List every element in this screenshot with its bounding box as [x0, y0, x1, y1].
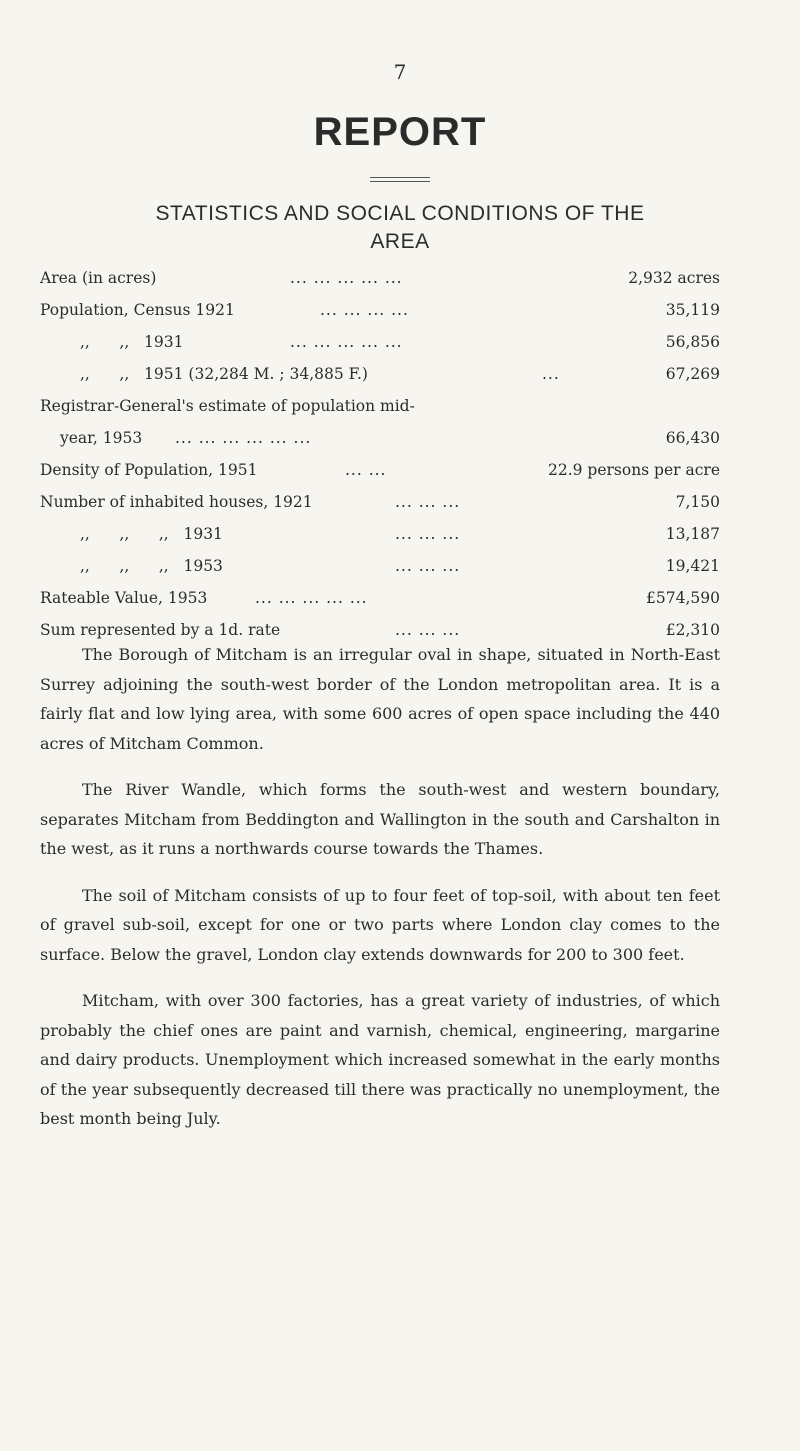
- stat-label: Area (in acres): [40, 269, 157, 287]
- stat-value: 2,932 acres: [628, 269, 720, 287]
- leader-dots: ... ... ...: [395, 525, 461, 543]
- leader-dots: ... ... ... ... ...: [290, 333, 403, 351]
- stat-row-population-1931: [40, 326, 720, 358]
- stat-row-houses-1921: [40, 486, 720, 518]
- page-number: 7: [393, 60, 407, 84]
- stat-row-houses-1953: [40, 550, 720, 582]
- report-body: [40, 640, 720, 1151]
- leader-dots: ... ... ...: [395, 621, 461, 639]
- statistics-table: [40, 262, 720, 646]
- stat-label: Registrar-General's estimate of population mid-: [40, 397, 415, 415]
- stat-row-population-1921: [40, 294, 720, 326]
- stat-value: 22.9 persons per acre: [547, 461, 720, 479]
- stat-row-density: [40, 454, 720, 486]
- stat-label: ,, ,, ,, 1931: [80, 525, 223, 543]
- leader-dots: ...: [542, 365, 560, 383]
- stat-label: Number of inhabited houses, 1921: [40, 493, 313, 511]
- leader-dots: ... ... ...: [395, 493, 461, 511]
- title-rule-top: [370, 177, 430, 178]
- stat-label: year, 1953: [60, 429, 143, 447]
- leader-dots: ... ... ... ... ... ...: [175, 429, 312, 447]
- stat-label: ,, ,, 1951 (32,284 M. ; 34,885 F.): [80, 365, 368, 383]
- leader-dots: ... ...: [345, 461, 387, 479]
- stat-label: ,, ,, ,, 1953: [80, 557, 223, 575]
- stat-value: 19,421: [665, 557, 720, 575]
- stat-row-rateable-value: [40, 582, 720, 614]
- stat-label: Population, Census 1921: [40, 301, 235, 319]
- stat-value: £2,310: [665, 621, 720, 639]
- leader-dots: ... ... ... ...: [320, 301, 409, 319]
- stat-row-estimate-1953: [40, 422, 720, 454]
- paragraph-industry: Mitcham, with over 300 factories, has a great variety of industries, of which probably the chief ones are paint and varnish, chemical, engineering, margarine and dairy products. Unemployment which increased somewhat in the early months of the year subsequently decreased till there was practically no unemployment, the best month being July.: [40, 991, 720, 1128]
- paragraph-river-wandle: The River Wandle, which forms the south-west and western boundary, separates Mitcham from Beddington and Wallington in the south and Carshalton in the west, as it runs a northwards course towards the Thames.: [40, 780, 720, 858]
- paragraph-soil: The soil of Mitcham consists of up to four feet of top-soil, with about ten feet of gravel sub-soil, except for one or two parts where London clay comes to the surface. Below the gravel, London clay extends downwards for 200 to 300 feet.: [40, 885, 720, 964]
- title-rule-bottom: [370, 181, 430, 182]
- stat-label: Sum represented by a 1d. rate: [40, 621, 281, 639]
- stat-value: 13,187: [665, 525, 720, 543]
- section-heading-line1: STATISTICS AND SOCIAL CONDITIONS OF THE: [155, 202, 645, 225]
- leader-dots: ... ... ...: [395, 557, 461, 575]
- stat-label: Rateable Value, 1953: [40, 589, 208, 607]
- stat-value: 56,856: [665, 333, 720, 351]
- section-heading: [40, 200, 760, 256]
- stat-row-houses-1931: [40, 518, 720, 550]
- stat-label: Density of Population, 1951: [40, 461, 258, 479]
- stat-value: 35,119: [665, 301, 720, 319]
- section-heading-line2: AREA: [370, 230, 430, 253]
- leader-dots: ... ... ... ... ...: [290, 269, 403, 287]
- paragraph-borough: The Borough of Mitcham is an irregular oval in shape, situated in North-East Surrey adjoining the south-west border of the London metropolitan area. It is a fairly flat and low lying area, with some 600 acres of open space including the 440 acres of Mitcham Common.: [40, 645, 720, 753]
- stat-value: 67,269: [665, 365, 720, 383]
- stat-value: £574,590: [646, 589, 720, 607]
- stat-value: 66,430: [665, 429, 720, 447]
- leader-dots: ... ... ... ... ...: [255, 589, 368, 607]
- stat-value: 7,150: [675, 493, 720, 511]
- stat-row-registrar-estimate: [40, 390, 720, 422]
- report-title: REPORT: [313, 110, 487, 154]
- stat-row-area: [40, 262, 720, 294]
- stat-row-population-1951: [40, 358, 720, 390]
- stat-label: ,, ,, 1931: [80, 333, 184, 351]
